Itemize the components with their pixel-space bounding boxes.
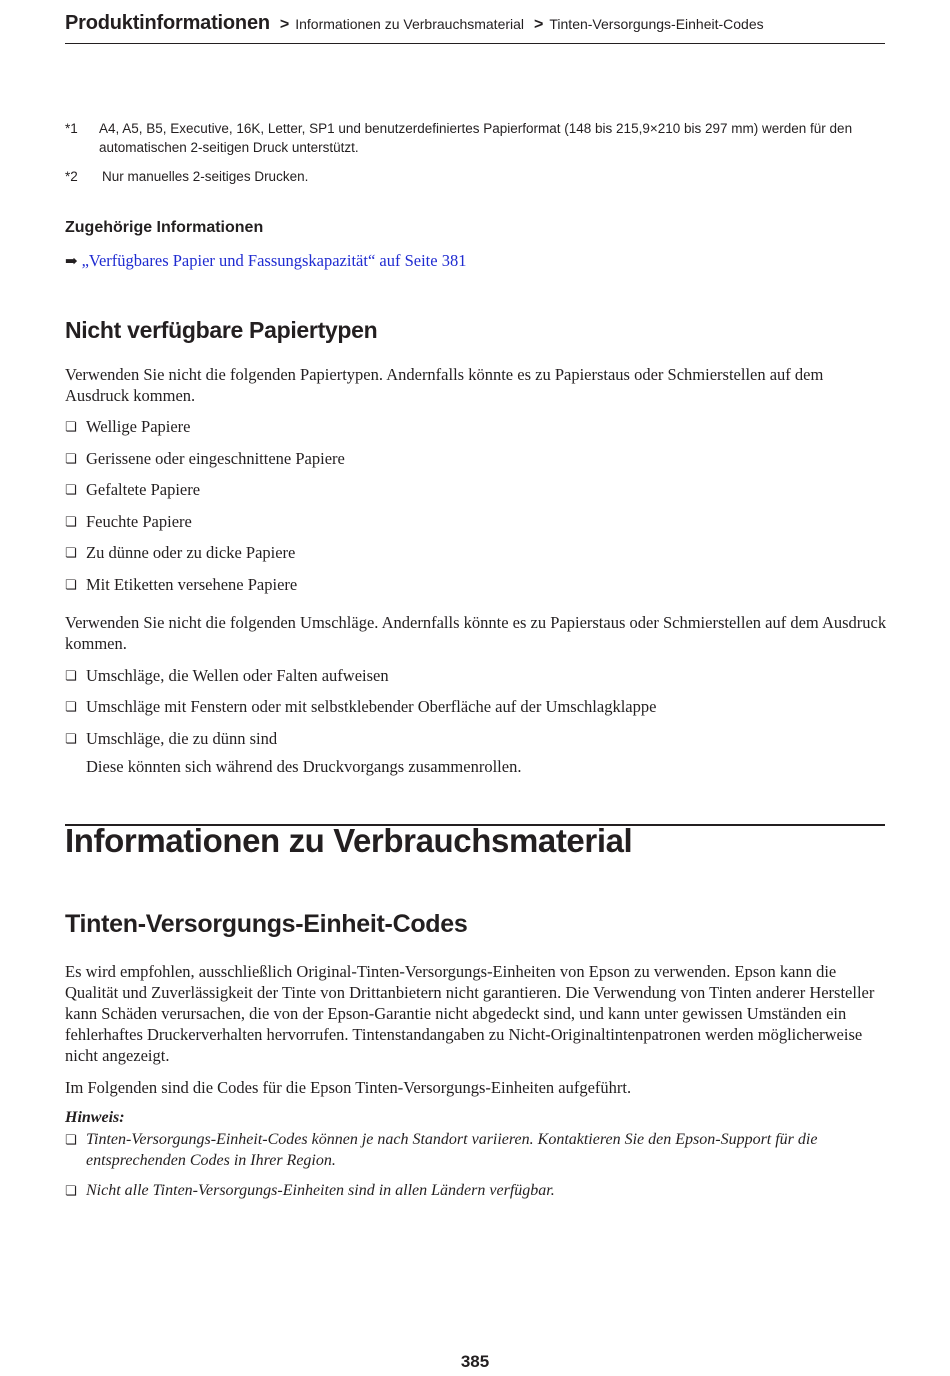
checkbox-bullet-icon: ❏ xyxy=(65,669,77,684)
list-item: ❏ Umschläge mit Fenstern oder mit selbstklebender Oberfläche auf der Umschlagklappe xyxy=(65,697,657,716)
checkbox-bullet-icon: ❏ xyxy=(65,732,77,747)
footnote-mark: *1 xyxy=(65,121,78,136)
paragraph-envelope-intro: Verwenden Sie nicht die folgenden Umschläge. Andernfalls könnte es zu Papierstaus oder Schmierstellen auf dem Ausdruck kommen. xyxy=(65,613,887,653)
checkbox-bullet-icon: ❏ xyxy=(65,1133,77,1148)
checkbox-bullet-icon: ❏ xyxy=(65,420,77,435)
list-item: ❏ Umschläge, die zu dünn sind xyxy=(65,729,278,748)
list-item: ❏ Umschläge, die Wellen oder Falten aufweisen xyxy=(65,666,389,685)
checkbox-bullet-icon: ❏ xyxy=(65,483,77,498)
paragraph-ink-recommendation: Es wird empfohlen, ausschließlich Original-Tinten-Versorgungs-Einheiten von Epson zu verwenden. Epson kann die Qualität und Zuverlässigkeit der Tinte von Drittanbietern nicht garantieren. Die Verwendung von Tinten anderer Hersteller kann Schäden verursachen, die von der Epson-Garantie nicht abgedeckt sind, und kann unter gewissen Umständen ein fehlerhaftes Druckerverhalten hervorrufen. Tintenstandangaben zu Nicht-Originaltintenpatronen werden möglicherweise nicht angezeigt. xyxy=(65,962,875,1065)
section-heading-unavailable-paper: Nicht verfügbare Papiertypen xyxy=(65,317,378,343)
list-item-note: Diese könnten sich während des Druckvorgangs zusammenrollen. xyxy=(86,757,522,776)
running-header xyxy=(65,12,885,44)
note-label: Hinweis: xyxy=(65,1109,125,1126)
list-item: ❏ Gefaltete Papiere xyxy=(65,480,201,499)
footnote-text: Nur manuelles 2-seitiges Drucken. xyxy=(102,169,309,184)
checkbox-bullet-icon: ❏ xyxy=(65,1184,77,1199)
page-number: 385 xyxy=(460,1352,490,1371)
breadcrumb-separator: > xyxy=(534,16,544,33)
paragraph-paper-intro: Verwenden Sie nicht die folgenden Papiertypen. Andernfalls könnte es zu Papierstaus oder Schmierstellen auf dem Ausdruck kommen. xyxy=(65,365,824,405)
list-item: ❏ Zu dünne oder zu dicke Papiere xyxy=(65,543,296,562)
list-item: ❏ Mit Etiketten versehene Papiere xyxy=(65,575,298,594)
breadcrumb-page: Tinten-Versorgungs-Einheit-Codes xyxy=(549,16,764,32)
footnote-mark: *2 xyxy=(65,169,78,184)
checkbox-bullet-icon: ❏ xyxy=(65,546,77,561)
note-text: Tinten-Versorgungs-Einheit-Codes können je nach Standort variieren. Kontaktieren Sie den Epson-Support für die entsprechenden Codes in Ihrer Region. xyxy=(86,1131,818,1169)
chapter-title: Informationen zu Verbrauchsmaterial xyxy=(65,822,633,859)
arrow-right-icon: ➡ xyxy=(65,254,78,270)
related-info-heading: Zugehörige Informationen xyxy=(65,219,264,236)
checkbox-bullet-icon: ❏ xyxy=(65,452,77,467)
checkbox-bullet-icon: ❏ xyxy=(65,578,77,593)
paragraph-ink-codes-intro: Im Folgenden sind die Codes für die Epson Tinten-Versorgungs-Einheiten aufgeführt. xyxy=(65,1078,632,1097)
note-text: Nicht alle Tinten-Versorgungs-Einheiten sind in allen Ländern verfügbar. xyxy=(86,1182,555,1199)
header-title: Produktinformationen xyxy=(65,12,270,34)
breadcrumb-section: Informationen zu Verbrauchsmaterial xyxy=(295,16,525,32)
related-info-link[interactable] xyxy=(65,251,466,271)
list-item: ❏ Gerissene oder eingeschnittene Papiere xyxy=(65,449,345,468)
list-item: ❏ Feuchte Papiere xyxy=(65,512,192,531)
checkbox-bullet-icon: ❏ xyxy=(65,700,77,715)
footnote-text: A4, A5, B5, Executive, 16K, Letter, SP1 und benutzerdefiniertes Papierformat (148 bis 215,9×210 bis 297 mm) werden für den automatischen 2-seitigen Druck unterstützt. xyxy=(99,121,853,155)
related-link-text[interactable]: „Verfügbares Papier und Fassungskapazität“ auf Seite 381 xyxy=(81,251,467,270)
breadcrumb-separator: > xyxy=(279,16,290,33)
section-heading-ink-codes: Tinten-Versorgungs-Einheit-Codes xyxy=(65,910,468,938)
checkbox-bullet-icon: ❏ xyxy=(65,515,77,530)
list-item: ❏ Wellige Papiere xyxy=(65,417,191,436)
